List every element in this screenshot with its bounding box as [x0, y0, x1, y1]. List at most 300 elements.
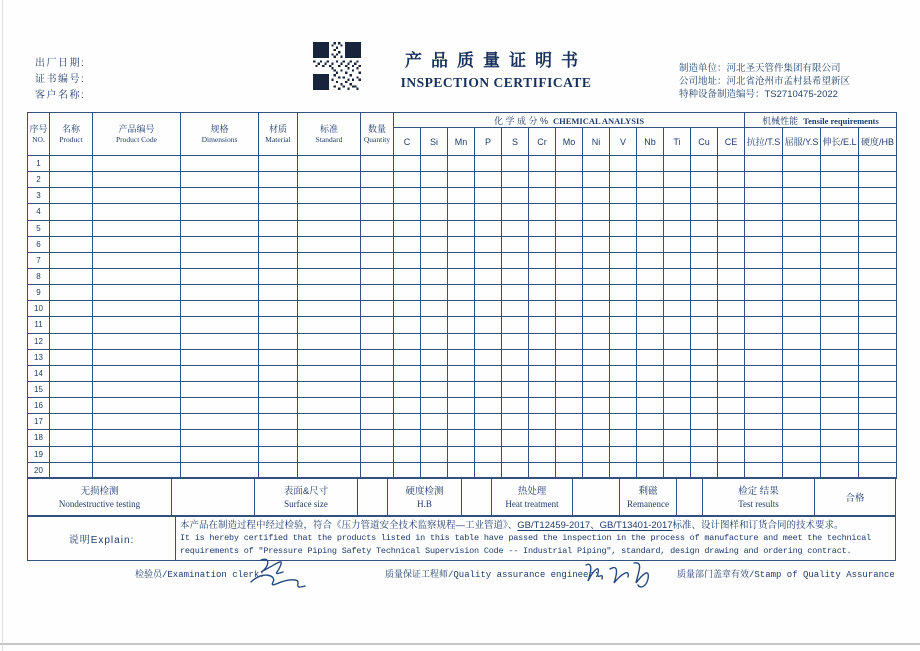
table-cell: [448, 381, 475, 397]
table-cell: [298, 349, 361, 365]
table-row: [28, 398, 897, 414]
table-cell: [691, 430, 718, 446]
table-cell: [556, 333, 583, 349]
table-cell: [821, 381, 859, 397]
table-cell: [50, 285, 93, 301]
table-cell: [394, 349, 421, 365]
table-cell: [745, 414, 783, 430]
table-cell: [583, 268, 610, 284]
table-cell: [93, 301, 181, 317]
table-cell: [821, 301, 859, 317]
table-cell: [583, 236, 610, 252]
table-cell: [691, 365, 718, 381]
table-cell: [556, 414, 583, 430]
table-cell: [745, 462, 783, 478]
table-cell: [529, 285, 556, 301]
col-no: 序号 NO.: [28, 113, 50, 156]
table-cell: [448, 172, 475, 188]
table-cell: [394, 398, 421, 414]
table-cell: [583, 252, 610, 268]
table-cell: [859, 333, 897, 349]
remanence-value: [677, 478, 703, 517]
table-cell: [718, 172, 745, 188]
explain-cn-line: 本产品在制造过程中经过检验，符合《压力管道安全技术监察规程—工业管道》、GB/T12459-2017、GB/T13401-2017标准、设计图样和订货合同的技术要求。: [180, 519, 844, 531]
table-cell: [448, 301, 475, 317]
table-cell: [610, 268, 637, 284]
group-header-row: [28, 113, 897, 128]
scan-edge-left: [2, 0, 3, 651]
table-cell: [502, 430, 529, 446]
table-cell: [821, 446, 859, 462]
table-cell: [691, 252, 718, 268]
table-cell: [637, 398, 664, 414]
table-cell: [394, 172, 421, 188]
table-cell: [421, 188, 448, 204]
table-cell: [529, 252, 556, 268]
chem-col-Nb: Nb: [637, 128, 664, 156]
table-cell: [556, 365, 583, 381]
table-cell: [664, 236, 691, 252]
table-cell: [181, 430, 259, 446]
table-cell: [361, 268, 394, 284]
table-cell: [664, 172, 691, 188]
table-cell: [448, 414, 475, 430]
row-number: 17: [28, 414, 50, 430]
table-cell: [821, 172, 859, 188]
table-cell: [583, 204, 610, 220]
mech-col-2: 伸长/E.L: [821, 128, 859, 156]
table-row: [28, 236, 897, 252]
table-cell: [718, 204, 745, 220]
table-cell: [664, 188, 691, 204]
table-cell: [448, 462, 475, 478]
table-cell: [421, 446, 448, 462]
table-cell: [529, 365, 556, 381]
table-cell: [50, 462, 93, 478]
table-cell: [691, 333, 718, 349]
row-number: 10: [28, 301, 50, 317]
table-cell: [298, 317, 361, 333]
explain-table: [27, 515, 896, 561]
table-cell: [259, 349, 298, 365]
table-cell: [394, 252, 421, 268]
mech-col-1: 屈服/Y.S: [783, 128, 821, 156]
row-number: 1: [28, 156, 50, 172]
table-cell: [718, 285, 745, 301]
table-cell: [394, 301, 421, 317]
table-cell: [529, 414, 556, 430]
table-cell: [448, 220, 475, 236]
table-cell: [691, 381, 718, 397]
table-cell: [448, 446, 475, 462]
page-title-cn: 产品质量证明书: [405, 51, 587, 70]
table-cell: [610, 398, 637, 414]
table-cell: [556, 220, 583, 236]
table-cell: [421, 381, 448, 397]
certificate-no-label: 证书编号:: [35, 74, 86, 85]
row-number: 9: [28, 285, 50, 301]
table-cell: [181, 268, 259, 284]
table-cell: [664, 317, 691, 333]
table-cell: [502, 398, 529, 414]
table-cell: [181, 414, 259, 430]
table-cell: [259, 252, 298, 268]
table-cell: [691, 462, 718, 478]
table-cell: [259, 188, 298, 204]
table-cell: [821, 268, 859, 284]
table-cell: [610, 188, 637, 204]
heat-treatment-value: [573, 478, 620, 517]
table-cell: [718, 236, 745, 252]
table-cell: [783, 446, 821, 462]
table-row: [28, 156, 897, 172]
table-cell: [475, 220, 502, 236]
table-cell: [859, 172, 897, 188]
table-cell: [529, 268, 556, 284]
table-cell: [502, 365, 529, 381]
table-cell: [691, 317, 718, 333]
table-cell: [529, 301, 556, 317]
table-cell: [691, 446, 718, 462]
table-cell: [50, 172, 93, 188]
table-cell: [448, 365, 475, 381]
table-cell: [859, 462, 897, 478]
address-line: 公司地址：河北省沧州市孟村县希望新区: [679, 76, 851, 87]
table-cell: [50, 188, 93, 204]
explain-label: 说明Explain:: [28, 516, 176, 561]
test-results-label: 检定 结果 Test results: [703, 478, 815, 517]
table-cell: [50, 236, 93, 252]
table-cell: [637, 156, 664, 172]
table-cell: [93, 204, 181, 220]
table-cell: [637, 333, 664, 349]
row-number: 13: [28, 349, 50, 365]
table-cell: [259, 462, 298, 478]
table-cell: [448, 156, 475, 172]
table-cell: [637, 446, 664, 462]
table-cell: [502, 188, 529, 204]
table-cell: [361, 236, 394, 252]
row-number: 12: [28, 333, 50, 349]
table-cell: [556, 349, 583, 365]
table-cell: [394, 236, 421, 252]
table-cell: [475, 317, 502, 333]
table-cell: [556, 430, 583, 446]
table-cell: [745, 430, 783, 446]
table-cell: [529, 220, 556, 236]
table-cell: [583, 462, 610, 478]
table-cell: [610, 414, 637, 430]
table-cell: [298, 446, 361, 462]
table-cell: [502, 414, 529, 430]
table-cell: [50, 301, 93, 317]
table-cell: [859, 188, 897, 204]
table-cell: [637, 204, 664, 220]
table-cell: [821, 285, 859, 301]
table-cell: [361, 172, 394, 188]
table-cell: [745, 156, 783, 172]
table-cell: [821, 188, 859, 204]
table-cell: [529, 156, 556, 172]
table-cell: [664, 333, 691, 349]
table-cell: [637, 414, 664, 430]
table-cell: [93, 365, 181, 381]
table-cell: [298, 252, 361, 268]
table-cell: [783, 156, 821, 172]
table-cell: [93, 285, 181, 301]
table-cell: [859, 446, 897, 462]
table-cell: [93, 188, 181, 204]
table-cell: [361, 333, 394, 349]
col-dimensions: 规格 Dimensions: [181, 113, 259, 156]
table-cell: [502, 333, 529, 349]
table-cell: [783, 414, 821, 430]
table-cell: [475, 172, 502, 188]
table-cell: [745, 446, 783, 462]
table-cell: [475, 381, 502, 397]
page-title-en: INSPECTION CERTIFICATE: [400, 75, 592, 90]
table-row: [28, 317, 897, 333]
table-cell: [664, 220, 691, 236]
mech-col-0: 抗拉/T.S: [745, 128, 783, 156]
table-cell: [93, 252, 181, 268]
table-cell: [475, 188, 502, 204]
table-cell: [361, 301, 394, 317]
table-cell: [421, 301, 448, 317]
table-cell: [448, 430, 475, 446]
table-cell: [529, 333, 556, 349]
table-cell: [691, 268, 718, 284]
table-cell: [421, 204, 448, 220]
row-number: 14: [28, 365, 50, 381]
table-cell: [691, 301, 718, 317]
table-cell: [50, 381, 93, 397]
table-cell: [718, 333, 745, 349]
hardness-test-label: 硬度检测 H.B: [388, 478, 462, 517]
table-cell: [502, 172, 529, 188]
table-cell: [298, 268, 361, 284]
table-cell: [421, 285, 448, 301]
table-cell: [475, 236, 502, 252]
table-cell: [298, 236, 361, 252]
scan-edge-bottom: [0, 643, 920, 645]
table-cell: [181, 317, 259, 333]
table-cell: [529, 188, 556, 204]
table-cell: [421, 398, 448, 414]
table-cell: [664, 446, 691, 462]
table-cell: [637, 220, 664, 236]
table-cell: [259, 285, 298, 301]
table-cell: [259, 204, 298, 220]
table-cell: [821, 462, 859, 478]
factory-date-label: 出厂日期:: [35, 58, 86, 69]
table-cell: [475, 285, 502, 301]
header-meta: [35, 56, 85, 104]
table-cell: [502, 317, 529, 333]
table-cell: [783, 381, 821, 397]
table-cell: [298, 204, 361, 220]
table-cell: [745, 172, 783, 188]
table-cell: [691, 414, 718, 430]
table-cell: [783, 317, 821, 333]
table-cell: [181, 236, 259, 252]
table-cell: [664, 301, 691, 317]
table-cell: [259, 220, 298, 236]
table-body: [28, 156, 897, 479]
table-cell: [783, 204, 821, 220]
table-cell: [475, 446, 502, 462]
table-cell: [529, 204, 556, 220]
table-row: [28, 430, 897, 446]
table-cell: [181, 188, 259, 204]
table-cell: [821, 414, 859, 430]
table-cell: [556, 398, 583, 414]
table-cell: [181, 333, 259, 349]
table-cell: [745, 349, 783, 365]
table-cell: [859, 252, 897, 268]
table-cell: [475, 333, 502, 349]
table-cell: [783, 333, 821, 349]
table-cell: [361, 317, 394, 333]
product-table: [27, 112, 897, 479]
table-cell: [259, 268, 298, 284]
table-cell: [259, 172, 298, 188]
table-cell: [475, 414, 502, 430]
table-cell: [361, 430, 394, 446]
table-cell: [583, 172, 610, 188]
table-row: [28, 333, 897, 349]
table-cell: [718, 156, 745, 172]
table-cell: [859, 398, 897, 414]
hardness-test-value: [462, 478, 492, 517]
table-cell: [745, 188, 783, 204]
col-product: 名称 Product: [50, 113, 93, 156]
table-cell: [394, 446, 421, 462]
table-cell: [783, 268, 821, 284]
row-number: 18: [28, 430, 50, 446]
table-cell: [502, 285, 529, 301]
table-cell: [859, 430, 897, 446]
table-cell: [394, 156, 421, 172]
table-cell: [259, 301, 298, 317]
table-cell: [475, 301, 502, 317]
table-cell: [859, 236, 897, 252]
table-cell: [181, 220, 259, 236]
table-cell: [448, 317, 475, 333]
table-cell: [361, 462, 394, 478]
title-block: [368, 46, 624, 91]
table-cell: [637, 236, 664, 252]
table-cell: [859, 349, 897, 365]
table-cell: [259, 365, 298, 381]
table-cell: [637, 172, 664, 188]
table-cell: [583, 317, 610, 333]
table-cell: [361, 156, 394, 172]
table-cell: [421, 462, 448, 478]
table-cell: [637, 317, 664, 333]
table-cell: [583, 414, 610, 430]
chem-col-S: S: [502, 128, 529, 156]
table-cell: [259, 430, 298, 446]
table-cell: [475, 398, 502, 414]
table-cell: [691, 188, 718, 204]
remanence-label: 剩磁 Remanence: [620, 478, 677, 517]
table-cell: [259, 414, 298, 430]
table-cell: [421, 333, 448, 349]
table-row: [28, 172, 897, 188]
table-row: [28, 414, 897, 430]
table-cell: [502, 301, 529, 317]
table-cell: [718, 365, 745, 381]
examination-clerk-label: 检验员/Examination clerk:: [135, 570, 265, 580]
table-cell: [718, 268, 745, 284]
table-cell: [421, 414, 448, 430]
table-cell: [691, 156, 718, 172]
table-cell: [859, 317, 897, 333]
table-cell: [93, 446, 181, 462]
maker-line: 制造单位：河北圣天管件集团有限公司: [679, 63, 841, 74]
table-cell: [637, 349, 664, 365]
table-cell: [610, 365, 637, 381]
row-number: 19: [28, 446, 50, 462]
row-number: 15: [28, 381, 50, 397]
table-cell: [448, 398, 475, 414]
table-cell: [859, 220, 897, 236]
table-cell: [361, 414, 394, 430]
table-cell: [637, 462, 664, 478]
table-cell: [745, 398, 783, 414]
table-cell: [448, 236, 475, 252]
table-cell: [475, 349, 502, 365]
table-cell: [556, 462, 583, 478]
customer-name-label: 客户名称:: [35, 90, 86, 101]
table-cell: [298, 156, 361, 172]
table-cell: [637, 188, 664, 204]
table-cell: [664, 349, 691, 365]
table-cell: [259, 333, 298, 349]
table-cell: [93, 398, 181, 414]
explain-en-line2: requirements of "Pressure Piping Safety Technical Supervision Code -- Industrial Piping", standard, design drawing and ordering contract.: [180, 545, 852, 556]
row-number: 16: [28, 398, 50, 414]
table-cell: [783, 236, 821, 252]
table-cell: [821, 317, 859, 333]
table-cell: [783, 365, 821, 381]
chem-col-Cr: Cr: [529, 128, 556, 156]
table-cell: [783, 285, 821, 301]
table-cell: [610, 430, 637, 446]
row-number: 4: [28, 204, 50, 220]
table-row: [28, 446, 897, 462]
table-cell: [556, 446, 583, 462]
table-cell: [821, 252, 859, 268]
table-cell: [361, 188, 394, 204]
table-cell: [502, 446, 529, 462]
table-cell: [718, 317, 745, 333]
table-cell: [610, 446, 637, 462]
table-cell: [529, 381, 556, 397]
table-cell: [583, 381, 610, 397]
table-cell: [556, 172, 583, 188]
table-cell: [50, 317, 93, 333]
table-cell: [821, 204, 859, 220]
heat-treatment-label: 热处理 Heat treatment: [492, 478, 573, 517]
table-cell: [718, 349, 745, 365]
table-cell: [718, 252, 745, 268]
table-cell: [691, 172, 718, 188]
table-cell: [421, 430, 448, 446]
table-row: [28, 285, 897, 301]
table-cell: [821, 430, 859, 446]
